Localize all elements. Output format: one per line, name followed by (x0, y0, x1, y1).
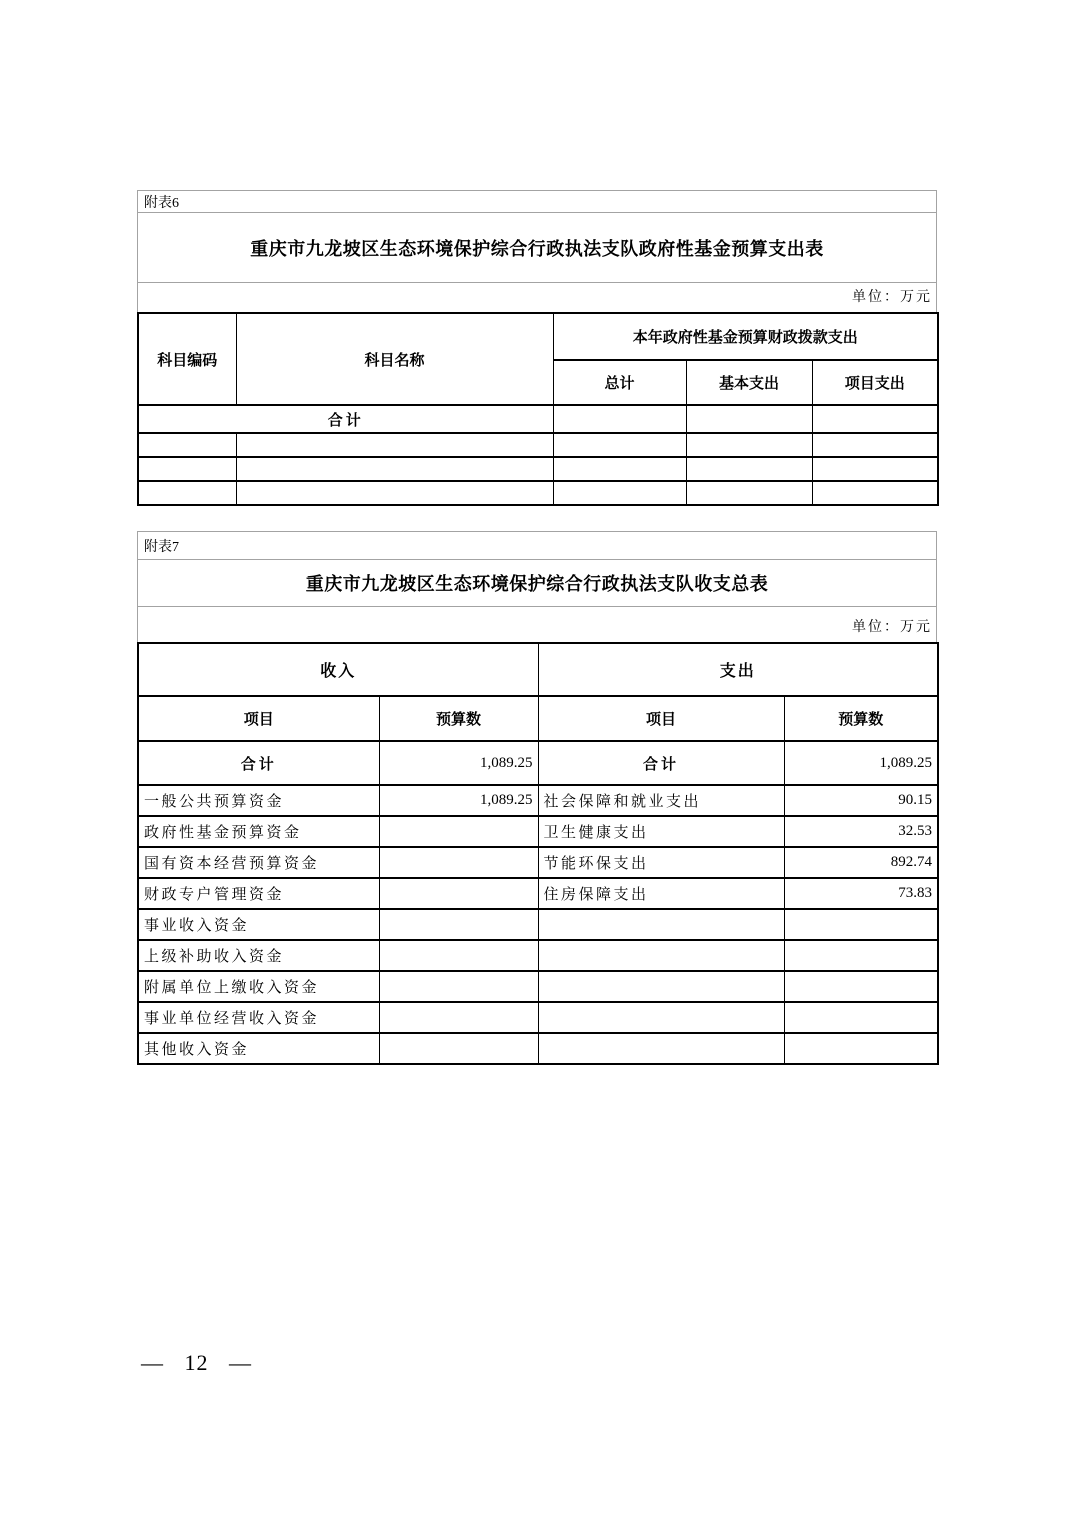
table6-header-subject-name: 科目名称 (236, 313, 553, 405)
income-value-cell (379, 878, 538, 909)
income-value-cell: 1,089.25 (379, 785, 538, 816)
expense-item-cell (538, 1002, 784, 1033)
table6-empty-cell (138, 481, 236, 505)
table6-basic-value (686, 405, 812, 433)
expense-value-cell: 32.53 (784, 816, 938, 847)
income-item-cell: 财政专户管理资金 (138, 878, 379, 909)
table6-grid (137, 312, 939, 506)
table7-grid (137, 642, 939, 1065)
table7-row (138, 847, 938, 878)
table6-empty-cell (236, 481, 553, 505)
table7-header-budget-right: 预算数 (784, 696, 938, 741)
income-item-cell: 事业单位经营收入资金 (138, 1002, 379, 1033)
table7-row (138, 785, 938, 816)
table7-title: 重庆市九龙坡区生态环境保护综合行政执法支队收支总表 (138, 560, 936, 607)
page-number: — 12 — (141, 1350, 252, 1375)
table7-header-row-2 (138, 696, 938, 741)
table6-empty-cell (812, 457, 938, 481)
income-value-cell (379, 909, 538, 940)
expense-item-cell: 住房保障支出 (538, 878, 784, 909)
table7-total-row (138, 741, 938, 785)
income-value-cell (379, 1033, 538, 1064)
expense-value-cell: 73.83 (784, 878, 938, 909)
expense-item-cell: 卫生健康支出 (538, 816, 784, 847)
income-value-cell (379, 816, 538, 847)
table6-empty-cell (686, 457, 812, 481)
expense-value-cell (784, 1033, 938, 1064)
table6-empty-row (138, 433, 938, 457)
table7-row (138, 940, 938, 971)
expense-total-value: 1,089.25 (784, 741, 938, 785)
table7-unit: 单位：万元 (852, 620, 932, 635)
table7-row (138, 1002, 938, 1033)
table6-section (137, 190, 937, 506)
income-item-cell: 政府性基金预算资金 (138, 816, 379, 847)
expense-item-cell: 节能环保支出 (538, 847, 784, 878)
table6-label: 附表6 (138, 191, 936, 213)
expense-item-cell (538, 940, 784, 971)
table6-header-project: 项目支出 (812, 360, 938, 405)
expense-value-cell (784, 940, 938, 971)
table6-empty-cell (236, 457, 553, 481)
table6-header-row-1 (138, 313, 938, 360)
table6-header-total: 总计 (553, 360, 686, 405)
income-value-cell (379, 847, 538, 878)
income-item-cell: 一般公共预算资金 (138, 785, 379, 816)
table7-row (138, 878, 938, 909)
table6-empty-row (138, 457, 938, 481)
table7-header-income: 收入 (138, 643, 538, 696)
income-item-cell: 上级补助收入资金 (138, 940, 379, 971)
income-item-cell: 其他收入资金 (138, 1033, 379, 1064)
table7-row (138, 971, 938, 1002)
table6-empty-cell (686, 433, 812, 457)
table7-header-box (137, 531, 937, 642)
table7-header-expense: 支出 (538, 643, 938, 696)
table7-row (138, 816, 938, 847)
table7-header-row-1 (138, 643, 938, 696)
table6-empty-cell (812, 481, 938, 505)
table6-empty-cell (236, 433, 553, 457)
income-value-cell (379, 971, 538, 1002)
expense-value-cell (784, 1002, 938, 1033)
income-total-value: 1,089.25 (379, 741, 538, 785)
income-item-cell: 国有资本经营预算资金 (138, 847, 379, 878)
expense-item-cell (538, 971, 784, 1002)
table7-header-budget-left: 预算数 (379, 696, 538, 741)
table7-header-item-left: 项目 (138, 696, 379, 741)
table7-row (138, 909, 938, 940)
expense-item-cell: 社会保障和就业支出 (538, 785, 784, 816)
table6-project-value (812, 405, 938, 433)
table7-header-item-right: 项目 (538, 696, 784, 741)
table6-header-basic: 基本支出 (686, 360, 812, 405)
income-item-cell: 事业收入资金 (138, 909, 379, 940)
expense-total-label: 合计 (538, 741, 784, 785)
expense-item-cell (538, 1033, 784, 1064)
income-item-cell: 附属单位上缴收入资金 (138, 971, 379, 1002)
expense-value-cell: 892.74 (784, 847, 938, 878)
expense-item-cell (538, 909, 784, 940)
table7-label: 附表7 (138, 532, 936, 560)
table6-empty-cell (553, 457, 686, 481)
table6-header-box (137, 190, 937, 312)
table6-empty-cell (553, 433, 686, 457)
table6-empty-cell (686, 481, 812, 505)
income-total-label: 合计 (138, 741, 379, 785)
expense-value-cell (784, 971, 938, 1002)
expense-value-cell (784, 909, 938, 940)
table6-header-group: 本年政府性基金预算财政拨款支出 (553, 313, 938, 360)
table6-empty-cell (138, 433, 236, 457)
table6-title: 重庆市九龙坡区生态环境保护综合行政执法支队政府性基金预算支出表 (138, 213, 936, 283)
income-value-cell (379, 1002, 538, 1033)
table6-empty-cell (138, 457, 236, 481)
table6-total-row (138, 405, 938, 433)
income-value-cell (379, 940, 538, 971)
table7-section (137, 531, 937, 1065)
table6-total-value (553, 405, 686, 433)
table6-empty-cell (812, 433, 938, 457)
table6-total-label: 合计 (138, 405, 553, 433)
table6-header-subject-code: 科目编码 (138, 313, 236, 405)
expense-value-cell: 90.15 (784, 785, 938, 816)
table6-empty-cell (553, 481, 686, 505)
table7-row (138, 1033, 938, 1064)
table6-empty-row (138, 481, 938, 505)
table6-unit: 单位：万元 (852, 290, 932, 305)
